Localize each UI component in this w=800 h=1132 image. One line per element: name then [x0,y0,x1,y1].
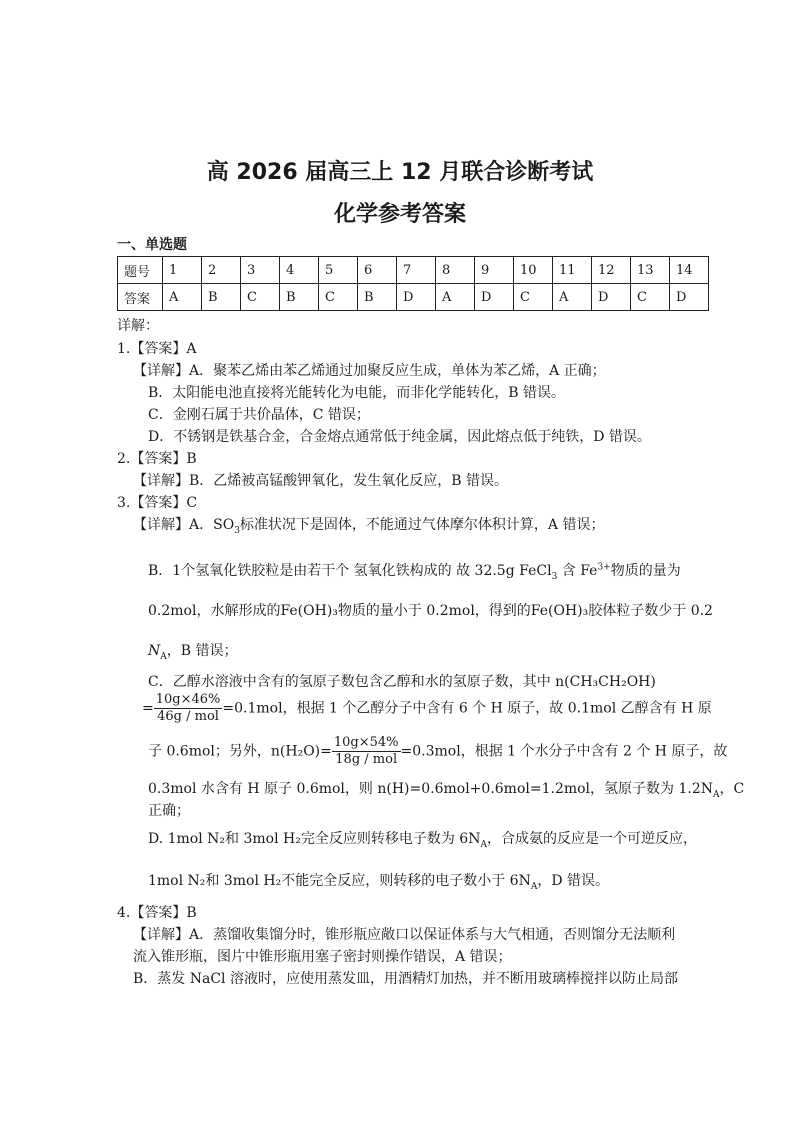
table-cell: 5 [319,257,358,284]
q1-line: 【详解】A．聚苯乙烯由苯乙烯通过加聚反应生成，单体为苯乙烯，A 正确； [133,363,606,379]
table-cell: 6 [358,257,397,284]
q3-line-d1: D. 1mol N₂和 3mol H₂完全反应则转移电子数为 $6N_A$，合成氨的反应是一个可逆反应， [148,831,697,850]
q3-line-c1: C．乙醇水溶液中含有的氢原子数包含乙醇和水的氢原子数，其中 n(CH₃CH₂OH) [148,674,656,690]
q2-line: 【详解】B．乙烯被高锰酸钾氧化，发生氧化反应，B 错误。 [133,473,509,489]
table-cell: 4 [280,257,319,284]
fraction: $\frac{10g\times 54\%}{\text{18g / mol}}$ [333,735,399,767]
table-cell: 7 [397,257,436,284]
table-cell: D [397,284,436,311]
table-cell: 14 [670,257,709,284]
q3-line-c3: 子 0.6mol；另外，n(H₂O)= $\frac{10g\times 54\%}{\text{18g / mol}}$ =0.3mol，根据 1 个水分子中含有 2 个 H 原子，故 [148,735,728,767]
table-cell: D [670,284,709,311]
table-row [118,284,709,311]
table-cell: A [163,284,202,311]
table-cell: 9 [475,257,514,284]
q3-line-c4: 0.3mol 水含有 H 原子 0.6mol，则 n(H)=0.6mol+0.6mol=1.2mol，氢原子数为 $1.2N_A$，C [148,781,745,800]
table-cell: 8 [436,257,475,284]
q1-line: C．金刚石属于共价晶体，C 错误； [148,407,370,423]
table-cell: A [436,284,475,311]
q4-line: B．蒸发 NaCl 溶液时，应使用蒸发皿，用酒精灯加热，并不断用玻璃棒搅拌以防止局部 [133,971,678,987]
table-cell: C [631,284,670,311]
table-cell: 11 [553,257,592,284]
q4-answer: 4.【答案】B [117,905,197,921]
q3-line-c2: = $\frac{10g\times 46\%}{\text{46g / mol}}$ =0.1mol，根据 1 个乙醇分子中含有 6 个 H 原子，故 0.1mol 乙醇含有 H 原 [142,692,712,724]
q4-line: 【详解】A．蒸馏收集馏分时，锥形瓶应敞口以保证体系与大气相通，否则馏分无法顺利 [133,927,676,943]
table-cell: 10 [514,257,553,284]
table-cell: D [592,284,631,311]
fraction: $\frac{10g\times 46\%}{\text{46g / mol}}$ [155,692,221,724]
q3-line-a: 【详解】A．$SO_3$标准状况下是固体，不能通过气体摩尔体积计算，A 错误； [133,517,605,536]
q2-answer: 2.【答案】B [117,451,197,467]
q1-line: D．不锈钢是铁基合金，合金熔点通常低于纯金属，因此熔点低于纯铁，D 错误。 [148,429,651,445]
detail-label: 详解： [117,318,159,334]
table-cell: C [514,284,553,311]
table-cell: C [241,284,280,311]
q1-line: B．太阳能电池直接将光能转化为电能，而非化学能转化，B 错误。 [148,385,566,401]
table-cell: 3 [241,257,280,284]
page-title: 高 2026 届高三上 12 月联合诊断考试 [206,160,594,185]
page-subtitle: 化学参考答案 [333,202,466,227]
table-cell: 2 [202,257,241,284]
q3-line-b3: $N_A$，B 错误； [148,643,238,662]
q3-line-c5: 正确； [148,803,190,819]
table-cell: B [202,284,241,311]
q3-line-b2: 0.2mol，水解形成的Fe(OH)₃物质的量小于 0.2mol，得到的Fe(OH)₃胶体粒子数少于 0.2 [148,603,713,619]
table-header-number: 题号 [118,257,163,284]
answer-table [117,256,709,311]
table-cell: 1 [163,257,202,284]
q4-line: 流入锥形瓶，图片中锥形瓶用塞子密封则操作错误，A 错误； [133,949,512,965]
table-cell: B [280,284,319,311]
table-cell: 13 [631,257,670,284]
table-row [118,257,709,284]
table-cell: C [319,284,358,311]
table-cell: D [475,284,514,311]
table-cell: B [358,284,397,311]
table-header-answer: 答案 [118,284,163,311]
q3-line-d2: 1mol N₂和 3mol H₂不能完全反应，则转移的电子数小于 $6N_A$，D 错误。 [148,873,610,892]
table-cell: 12 [592,257,631,284]
q3-line-b1: B．1个氢氧化铁胶粒是由若干个 氢氧化铁构成的 故 32.5g FeCl$_3$ 含 $Fe^{3+}$物质的量为 [148,562,681,582]
q1-answer: 1.【答案】A [117,341,197,357]
q3-answer: 3.【答案】C [117,495,198,511]
section-heading: 一、单选题 [117,237,187,253]
table-cell: A [553,284,592,311]
